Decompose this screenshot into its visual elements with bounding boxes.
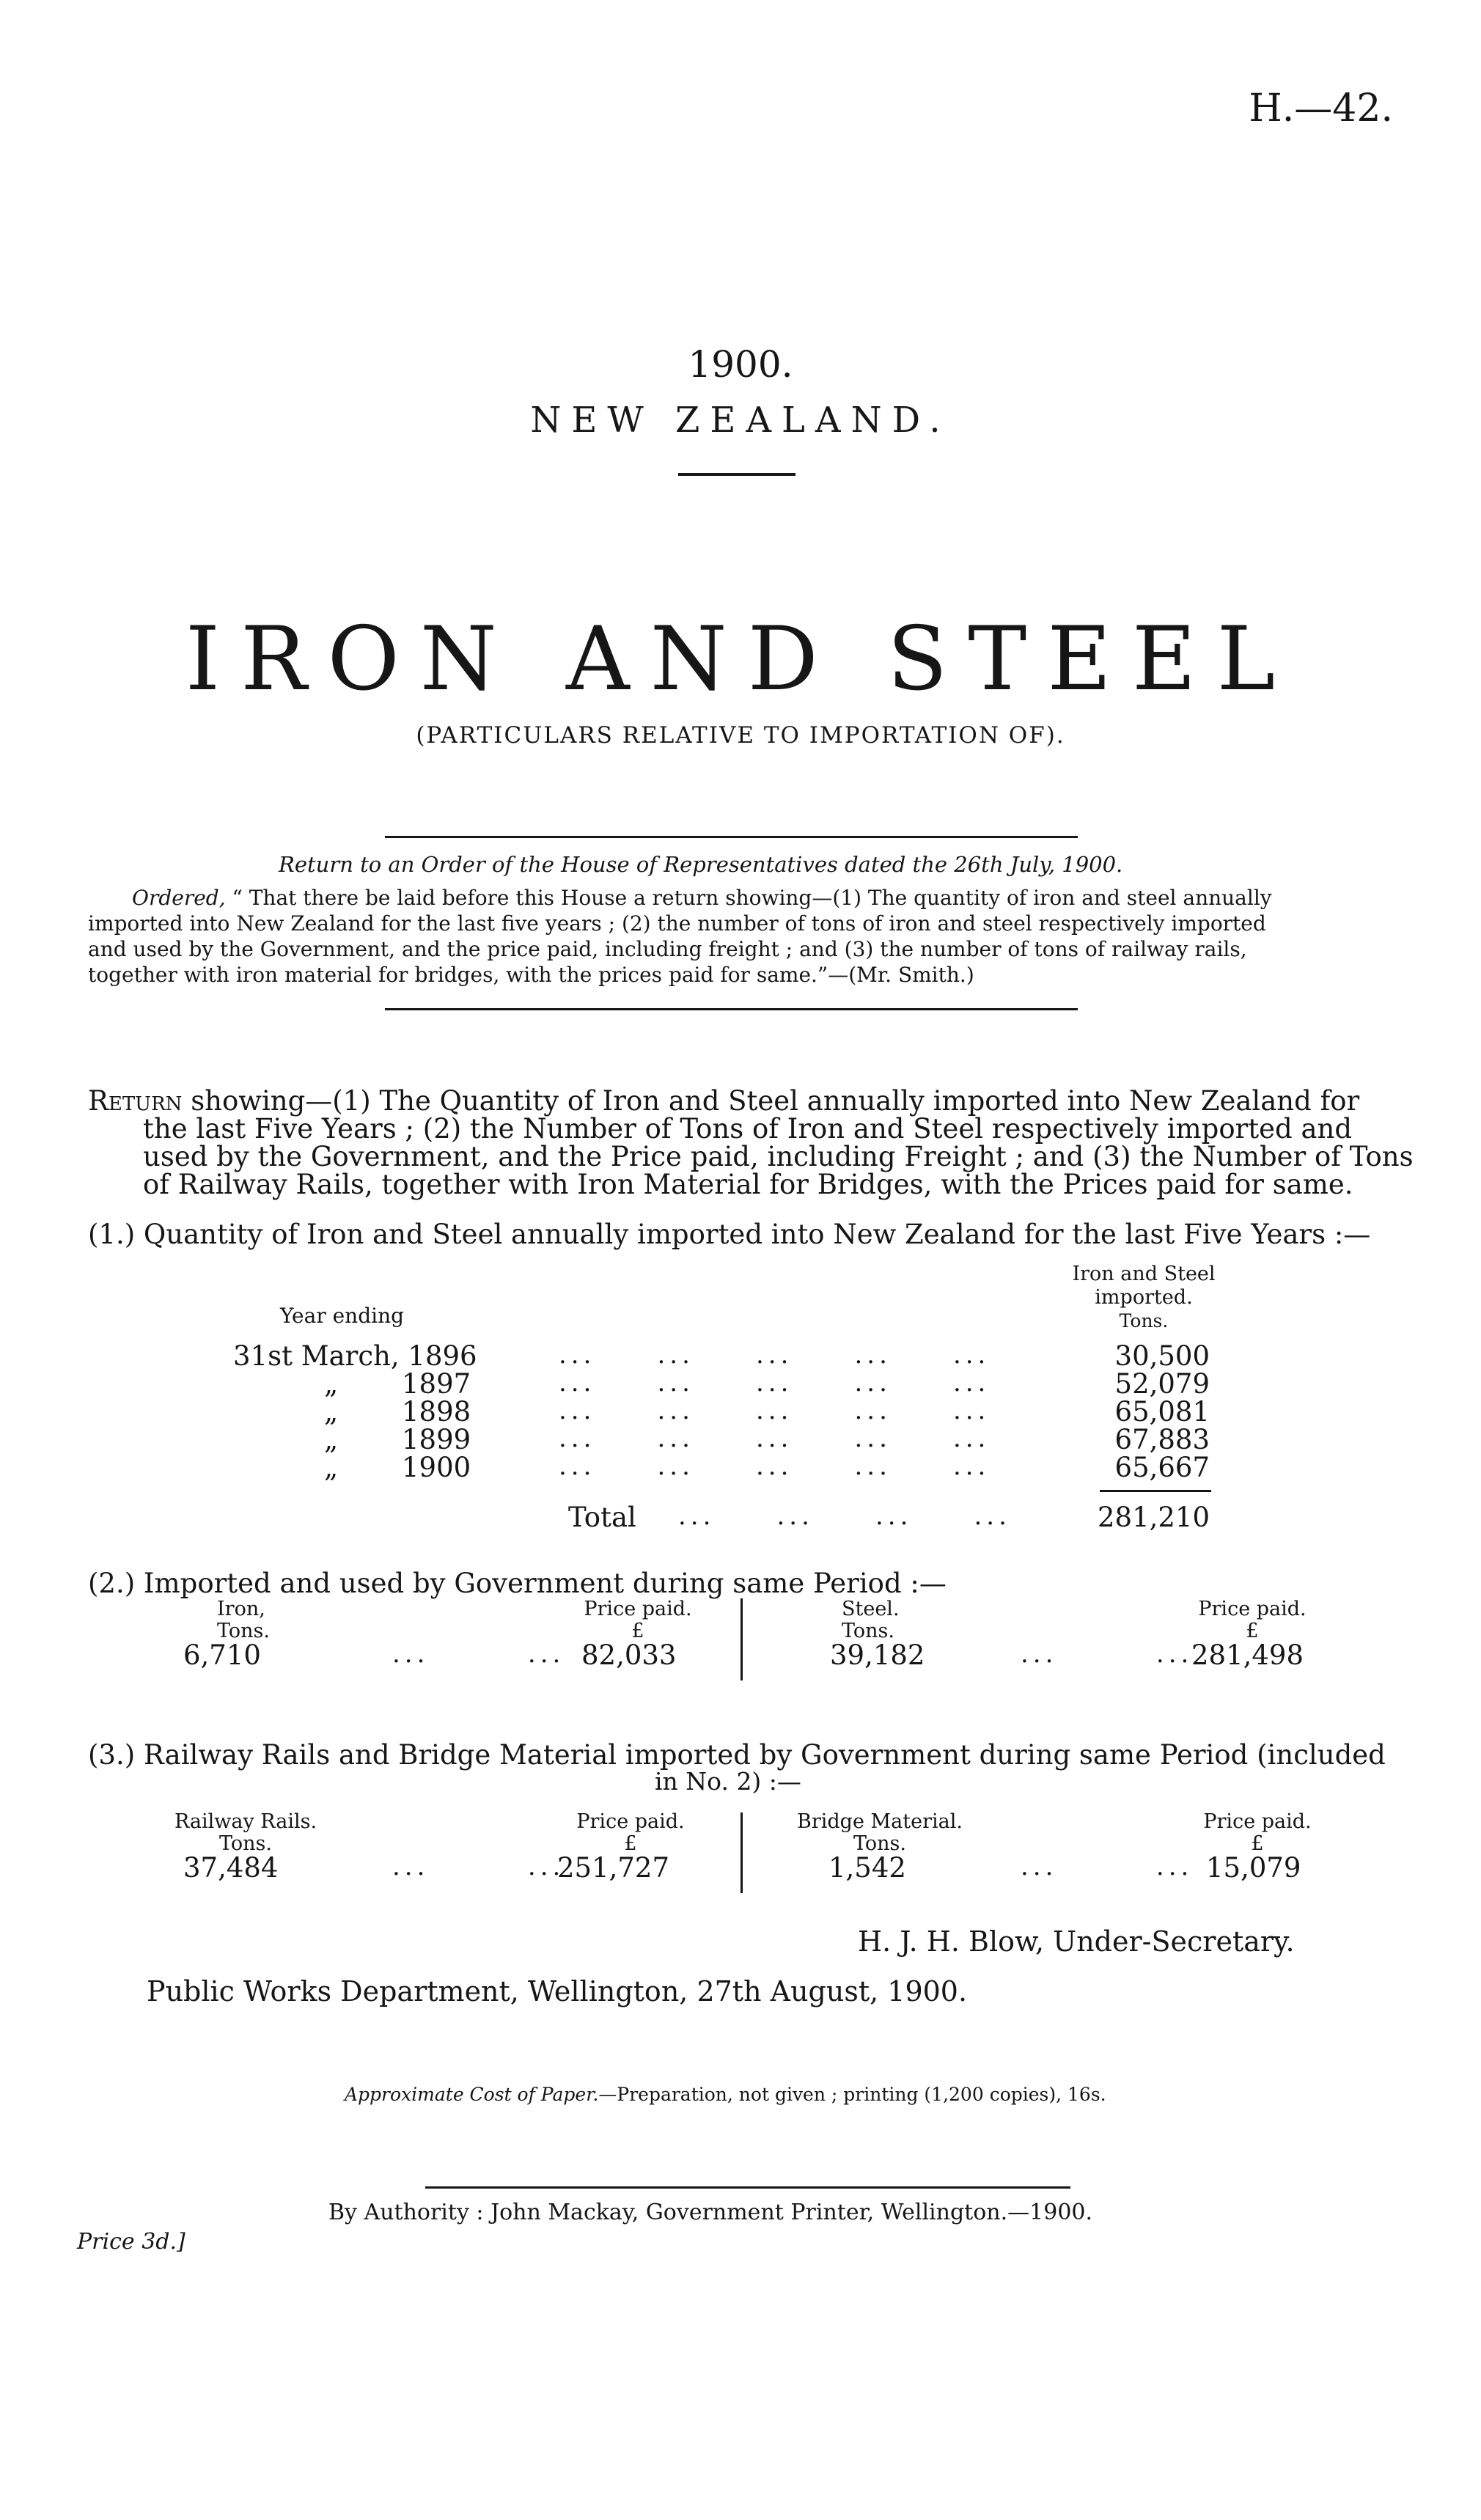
return-intro-line-4: of Railway Rails, together with Iron Material for Bridges, with the Prices paid for same. [143, 1169, 1353, 1200]
order-return-line: Return to an Order of the House of Representatives dated the 26th July, 1900. [279, 852, 1123, 877]
steel-price: 281,498 [1191, 1639, 1304, 1671]
leader: ... [854, 1424, 892, 1453]
bridge-label: Bridge Material. [797, 1810, 963, 1833]
leader: ... [952, 1340, 991, 1370]
ditto-mark: „ [324, 1424, 339, 1455]
total-value: 281,210 [1097, 1502, 1210, 1533]
ditto-mark: „ [324, 1452, 339, 1483]
table-row-leaders [559, 1452, 990, 1481]
leader: ... [657, 1424, 694, 1453]
leader: ... [952, 1396, 991, 1425]
return-intro-line-3: used by the Government, and the Price paid, including Freight ; and (3) the Number of Tons [143, 1141, 1414, 1172]
leader: ... [392, 1852, 430, 1881]
rails-leaders [392, 1852, 565, 1881]
leader: ... [776, 1502, 814, 1531]
iron-leaders [392, 1639, 565, 1669]
section3-heading: (3.) Railway Rails and Bridge Material imported by Government during same Period (included [88, 1739, 1386, 1771]
leader: ... [875, 1502, 913, 1531]
leader: ... [755, 1396, 793, 1425]
leader: ... [1155, 1852, 1194, 1881]
country-heading: NEW ZEALAND. [530, 400, 951, 441]
leader: ... [392, 1639, 430, 1669]
section1-heading: (1.) Quantity of Iron and Steel annually imported into New Zealand for the last Five Years :— [88, 1219, 1371, 1250]
section2-heading: (2.) Imported and used by Government during same Period :— [88, 1568, 947, 1599]
document-reference: H.—42. [1249, 87, 1393, 131]
printer-authority: By Authority : John Mackay, Government Printer, Wellington.—1900. [328, 2200, 1093, 2225]
leader: ... [657, 1396, 694, 1425]
table-row-tons: 67,883 [1114, 1424, 1210, 1455]
rails-price: 251,727 [557, 1852, 670, 1884]
rails-label: Railway Rails. [174, 1810, 317, 1833]
table-row-year: 1898 [402, 1396, 471, 1428]
order-line-4: together with iron material for bridges, with the prices paid for same.”—(Mr. Smith.) [88, 963, 974, 987]
iron-value: 6,710 [183, 1639, 261, 1671]
iron-price-unit: £ [631, 1620, 644, 1642]
section3-divider [740, 1812, 743, 1893]
iron-price: 82,033 [581, 1639, 677, 1671]
leader: ... [854, 1396, 892, 1425]
table-row-leaders [559, 1368, 990, 1397]
document-year: 1900. [688, 343, 793, 386]
table-row-leaders [559, 1396, 990, 1425]
bridge-leaders [1021, 1852, 1193, 1881]
leader: ... [1021, 1639, 1058, 1669]
leader: ... [1021, 1852, 1058, 1881]
bridge-unit: Tons. [853, 1832, 906, 1855]
steel-price-unit: £ [1246, 1620, 1259, 1642]
title-divider [678, 473, 795, 476]
signature: H. J. H. Blow, Under-Secretary. [858, 1925, 1295, 1958]
leader: ... [952, 1424, 991, 1453]
return-intro-line-2: the last Five Years ; (2) the Number of Tons of Iron and Steel respectively imported and [143, 1113, 1353, 1145]
bridge-price-header [1177, 1811, 1338, 1855]
leader: ... [755, 1340, 793, 1370]
steel-price-header [1172, 1598, 1333, 1642]
table-row-year: 1897 [402, 1368, 471, 1400]
authority-rule [425, 2186, 1070, 2189]
table-row-year: 31st March, 1896 [233, 1340, 477, 1372]
steel-value: 39,182 [830, 1639, 925, 1671]
iron-unit: Tons. [217, 1620, 270, 1642]
leader: ... [952, 1452, 991, 1481]
bridge-price-unit: £ [1251, 1832, 1264, 1855]
leader: ... [559, 1340, 596, 1370]
leader: ... [657, 1452, 694, 1481]
col-qty-unit: Tons. [1119, 1310, 1169, 1331]
rails-value: 37,484 [183, 1852, 279, 1884]
iron-price-header [565, 1598, 711, 1642]
bridge-price-label: Price paid. [1203, 1810, 1312, 1833]
table-row-year: 1900 [402, 1452, 471, 1483]
total-leaders [678, 1502, 1011, 1531]
leader: ... [559, 1396, 596, 1425]
section2-divider [740, 1598, 743, 1680]
leader: ... [854, 1340, 892, 1370]
leader: ... [1155, 1639, 1194, 1669]
col-qty-header-line2: imported. [1095, 1286, 1193, 1309]
steel-price-label: Price paid. [1198, 1598, 1307, 1620]
rails-price-header [557, 1811, 704, 1855]
leader: ... [657, 1340, 694, 1370]
cost-note [345, 2084, 1106, 2105]
leader: ... [527, 1852, 565, 1881]
rails-price-unit: £ [624, 1832, 637, 1855]
order-top-rule [385, 836, 1078, 838]
table-row-leaders [559, 1340, 990, 1370]
order-bottom-rule [385, 1008, 1078, 1010]
col-year-header: Year ending [280, 1304, 405, 1328]
steel-header [842, 1598, 900, 1642]
leader: ... [527, 1639, 565, 1669]
leader: ... [854, 1368, 892, 1397]
section3-heading-cont: in No. 2) :— [655, 1767, 801, 1796]
leader: ... [559, 1424, 596, 1453]
leader: ... [854, 1452, 892, 1481]
table-row-leaders [559, 1424, 990, 1453]
order-line-2: imported into New Zealand for the last five years ; (2) the number of tons of iron and steel respectively imported [88, 911, 1266, 936]
col-qty-header-line1: Iron and Steel [1072, 1263, 1216, 1285]
return-intro-line-1 [88, 1085, 1359, 1117]
return-intro-text-1: showing—(1) The Quantity of Iron and Steel annually imported into New Zealand for [191, 1085, 1360, 1117]
ditto-mark: „ [324, 1396, 339, 1428]
leader: ... [755, 1424, 793, 1453]
price-label: Price 3d.] [77, 2229, 185, 2255]
steel-unit: Tons. [842, 1620, 894, 1642]
order-text-line-1 [132, 886, 1272, 910]
cost-note-label: Approximate Cost of Paper. [345, 2084, 599, 2105]
bridge-value: 1,542 [828, 1852, 906, 1884]
order-line-1: “ That there be laid before this House a return showing—(1) The quantity of iron and steel annually [232, 886, 1272, 910]
iron-label: Iron, [217, 1598, 265, 1620]
order-line-3: and used by the Government, and the price paid, including freight ; and (3) the number of tons of railway rails, [88, 937, 1247, 961]
table-row-tons: 65,081 [1114, 1396, 1210, 1428]
table-row-tons: 52,079 [1114, 1368, 1210, 1400]
leader: ... [974, 1502, 1011, 1531]
total-rule [1100, 1490, 1211, 1492]
leader: ... [952, 1368, 991, 1397]
leader: ... [678, 1502, 716, 1531]
page-title: IRON AND STEEL [185, 609, 1296, 710]
ditto-mark: „ [324, 1368, 339, 1400]
rails-price-label: Price paid. [576, 1810, 685, 1833]
iron-price-label: Price paid. [584, 1598, 692, 1620]
return-word: Return [88, 1085, 183, 1117]
table-row-year: 1899 [402, 1424, 471, 1455]
bridge-header [777, 1811, 982, 1855]
table-row-tons: 65,667 [1114, 1452, 1210, 1483]
steel-label: Steel. [842, 1598, 900, 1620]
steel-leaders [1021, 1639, 1193, 1669]
table-row-tons: 30,500 [1114, 1340, 1210, 1372]
leader: ... [657, 1368, 694, 1397]
leader: ... [755, 1452, 793, 1481]
page-subtitle: (PARTICULARS RELATIVE TO IMPORTATION OF). [416, 722, 1065, 749]
leader: ... [559, 1452, 596, 1481]
leader: ... [755, 1368, 793, 1397]
cost-note-text: —Preparation, not given ; printing (1,200 copies), 16s. [598, 2084, 1106, 2105]
iron-header [217, 1598, 270, 1642]
ordered-word: Ordered, [132, 886, 226, 910]
bridge-price: 15,079 [1206, 1852, 1301, 1884]
leader: ... [559, 1368, 596, 1397]
rails-unit: Tons. [219, 1832, 272, 1855]
col-qty-header [1034, 1263, 1254, 1333]
dateline: Public Works Department, Wellington, 27th August, 1900. [147, 1975, 968, 2007]
total-label: Total [568, 1502, 636, 1533]
rails-header [161, 1811, 330, 1855]
